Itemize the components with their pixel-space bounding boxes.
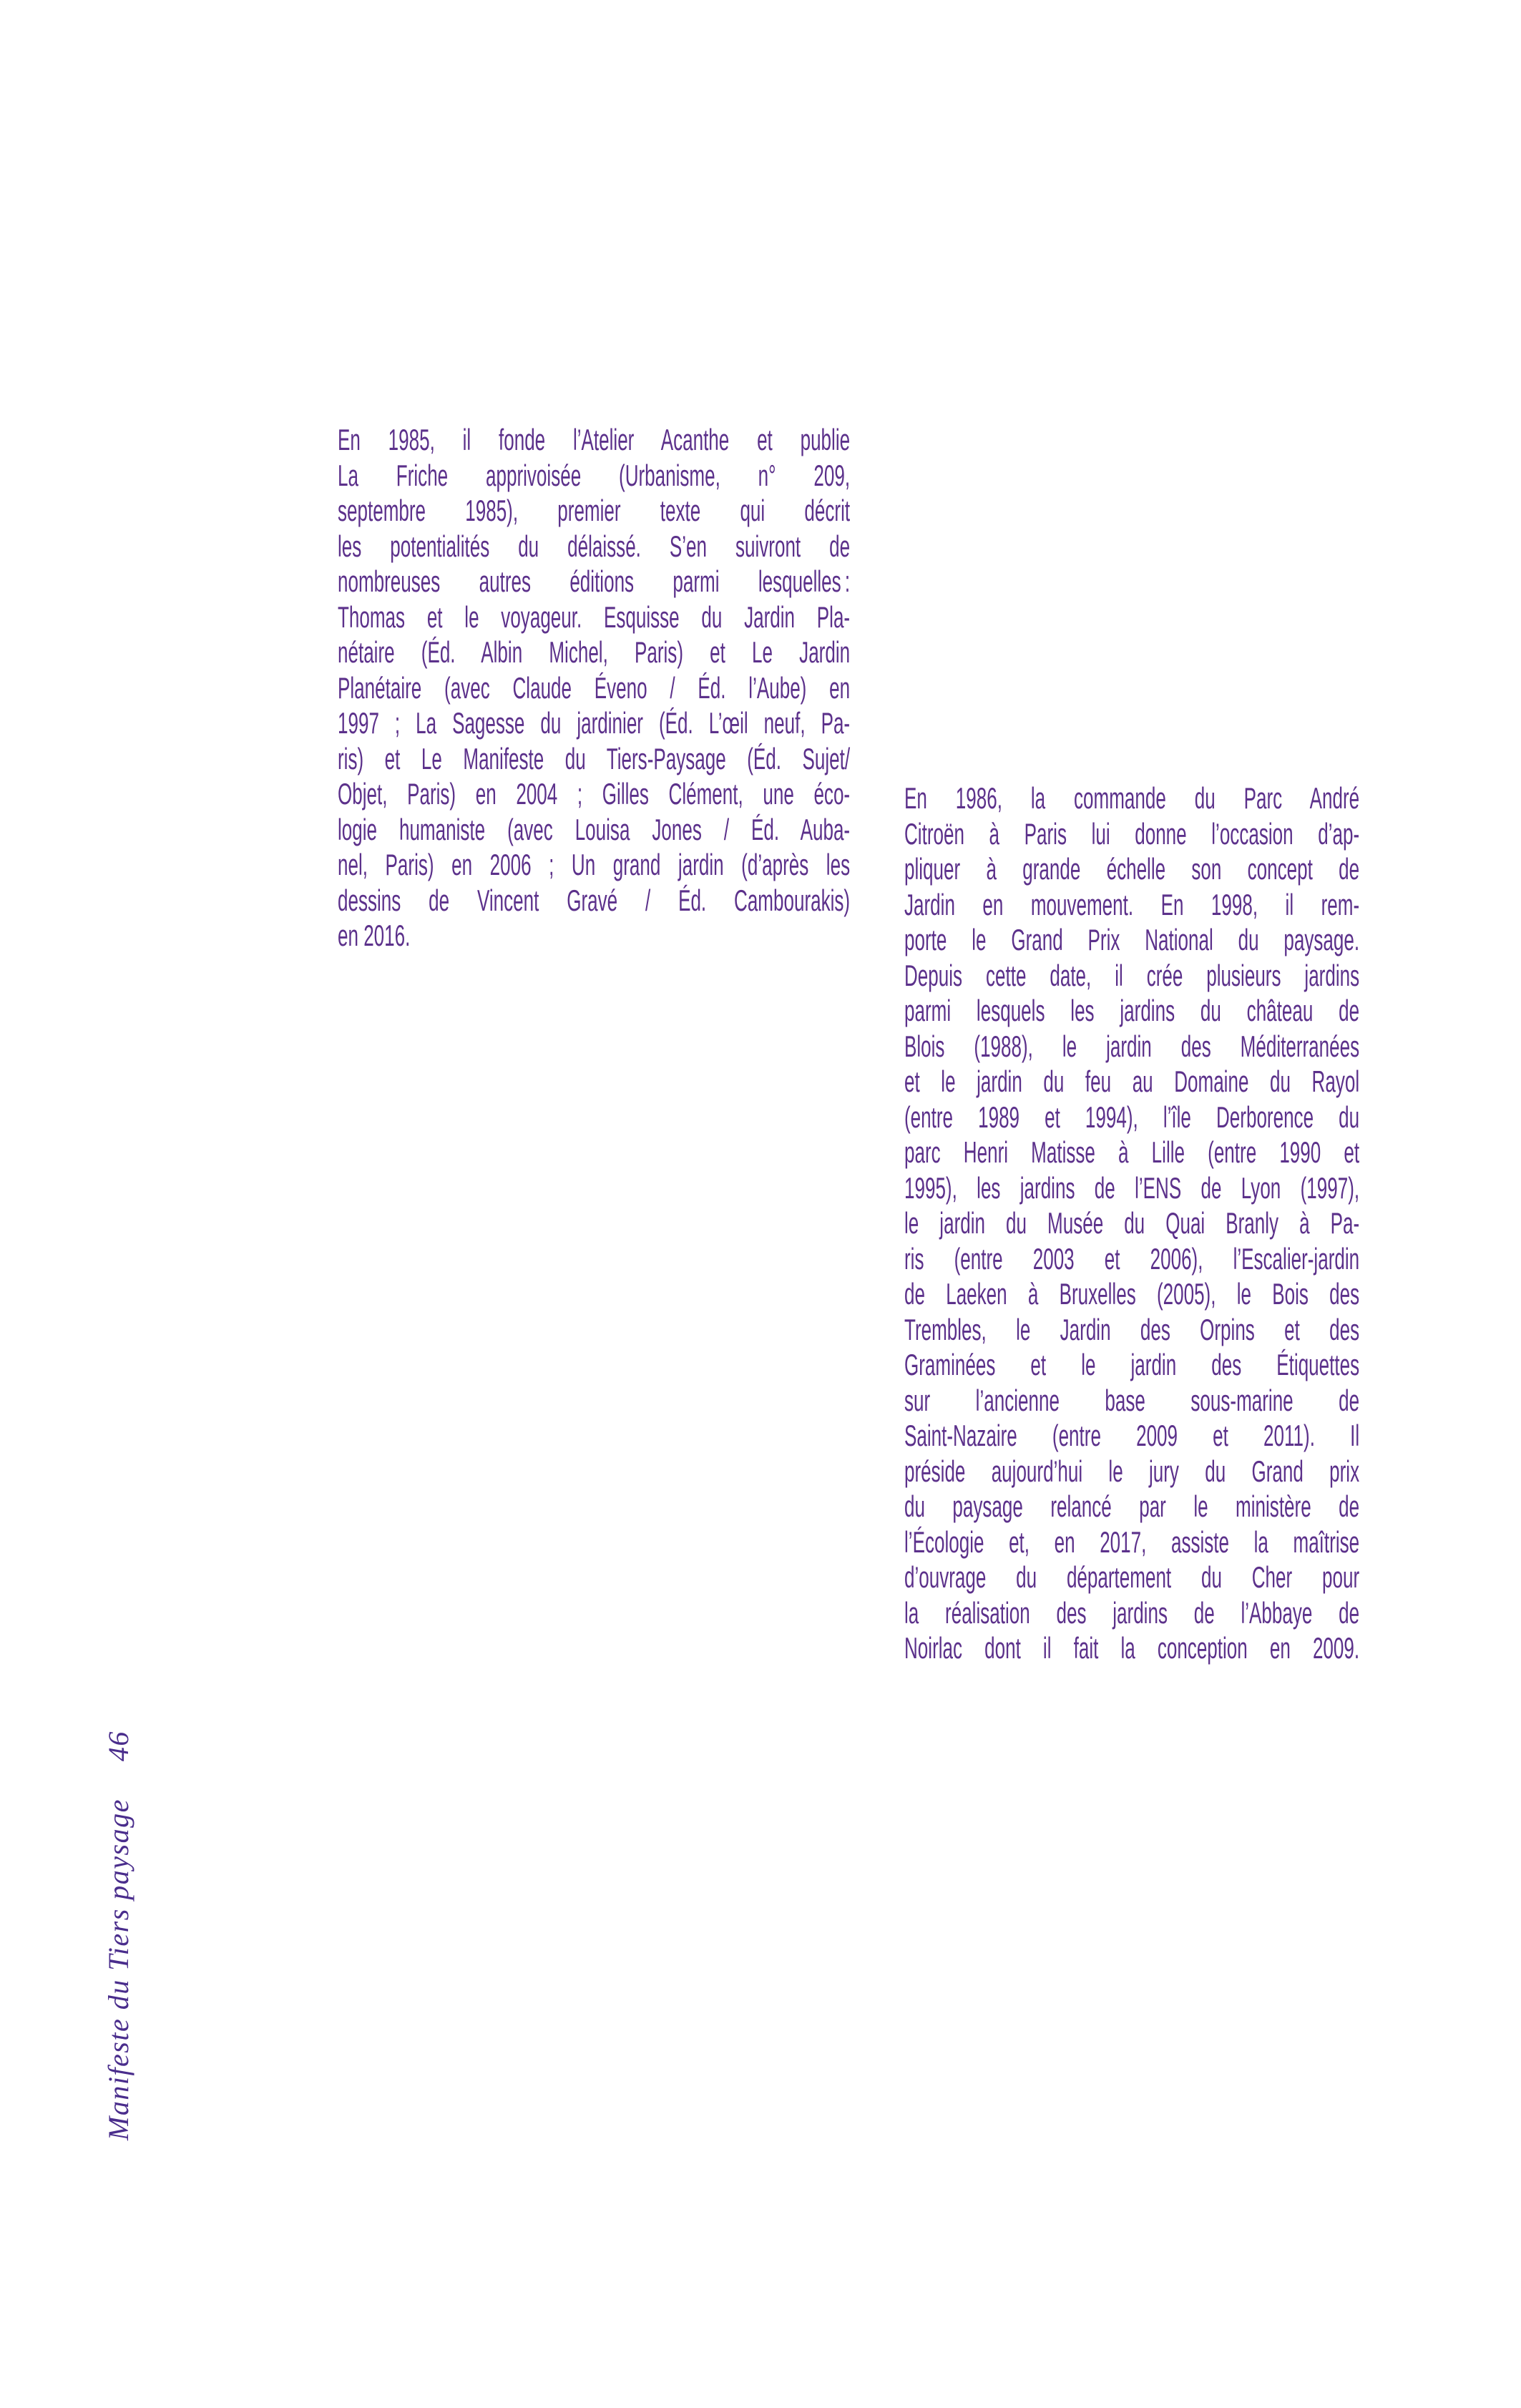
text-line: en 2016. <box>338 919 411 952</box>
text-line: nel, Paris) en 2006 ; Un grand jardin (d’après les <box>338 848 851 881</box>
text-line: du paysage relancé par le ministère de <box>904 1489 1360 1523</box>
right-column <box>904 780 1359 1666</box>
text-line: nétaire (Éd. Albin Michel, Paris) et Le Jardin <box>338 635 851 669</box>
text-line: 1995), les jardins de l’ENS de Lyon (1997), <box>904 1170 1360 1205</box>
text-line: Depuis cette date, il crée plusieurs jardins <box>904 958 1360 992</box>
text-line: nombreuses autres éditions parmi lesquelles : <box>338 564 851 598</box>
text-line: Thomas et le voyageur. Esquisse du Jardin Pla- <box>338 599 851 634</box>
sidebar-rotated-text <box>101 1731 136 2140</box>
text-line: Jardin en mouvement. En 1998, il rem- <box>904 887 1360 921</box>
text-line: La Friche apprivoisée (Urbanisme, n° 209, <box>338 458 851 492</box>
text-line: pliquer à grande échelle son concept de <box>904 852 1360 886</box>
text-line: porte le Grand Prix National du paysage. <box>904 923 1360 956</box>
text-line: (entre 1989 et 1994), l’île Derborence du <box>904 1100 1360 1134</box>
text-line: Planétaire (avec Claude Éveno / Éd. l’Aube) en <box>338 670 851 705</box>
text-line: de Laeken à Bruxelles (2005), le Bois des <box>904 1277 1360 1311</box>
text-line: les potentialités du délaissé. S’en suivront de <box>338 529 851 563</box>
text-line: d’ouvrage du département du Cher pour <box>904 1560 1360 1594</box>
text-line: Saint-Nazaire (entre 2009 et 2011). Il <box>904 1419 1360 1452</box>
text-line: En 1985, il fonde l’Atelier Acanthe et publie <box>338 423 851 456</box>
left-column <box>338 422 850 954</box>
text-line: ris (entre 2003 et 2006), l’Escalier-jardin <box>904 1241 1360 1276</box>
text-line: Objet, Paris) en 2004 ; Gilles Clément, une éco- <box>338 777 851 811</box>
text-line: Graminées et le jardin des Étiquettes <box>904 1348 1360 1381</box>
text-line: septembre 1985), premier texte qui décrit <box>338 494 851 527</box>
text-line: préside aujourd’hui le jury du Grand prix <box>904 1454 1360 1488</box>
text-line: parmi lesquels les jardins du château de <box>904 994 1360 1027</box>
text-line: Noirlac dont il fait la conception en 2009. <box>904 1631 1360 1665</box>
page-number: 46 <box>102 1731 135 1762</box>
text-line: ris) et Le Manifeste du Tiers-Paysage (Éd. Sujet/ <box>338 741 851 775</box>
text-line: Citroën à Paris lui donne l’occasion d’ap- <box>904 816 1360 851</box>
text-line: 1997 ; La Sagesse du jardinier (Éd. L’œil neuf, Pa- <box>338 706 851 740</box>
text-line: sur l’ancienne base sous-marine de <box>904 1383 1360 1417</box>
text-line: parc Henri Matisse à Lille (entre 1990 et <box>904 1135 1360 1169</box>
text-line: Trembles, le Jardin des Orpins et des <box>904 1312 1360 1346</box>
running-title: Manifeste du Tiers paysage <box>102 1798 135 2140</box>
text-line: Blois (1988), le jardin des Méditerranées <box>904 1029 1360 1063</box>
text-line: logie humaniste (avec Louisa Jones / Éd. Auba- <box>338 812 851 846</box>
text-line: et le jardin du feu au Domaine du Rayol <box>904 1064 1360 1098</box>
text-line: la réalisation des jardins de l’Abbaye de <box>904 1595 1360 1630</box>
text-line: l’Écologie et, en 2017, assiste la maîtrise <box>904 1524 1360 1559</box>
text-line: dessins de Vincent Gravé / Éd. Cambourakis) <box>338 883 851 917</box>
text-line: le jardin du Musée du Quai Branly à Pa- <box>904 1206 1360 1240</box>
text-line: En 1986, la commande du Parc André <box>904 781 1360 815</box>
